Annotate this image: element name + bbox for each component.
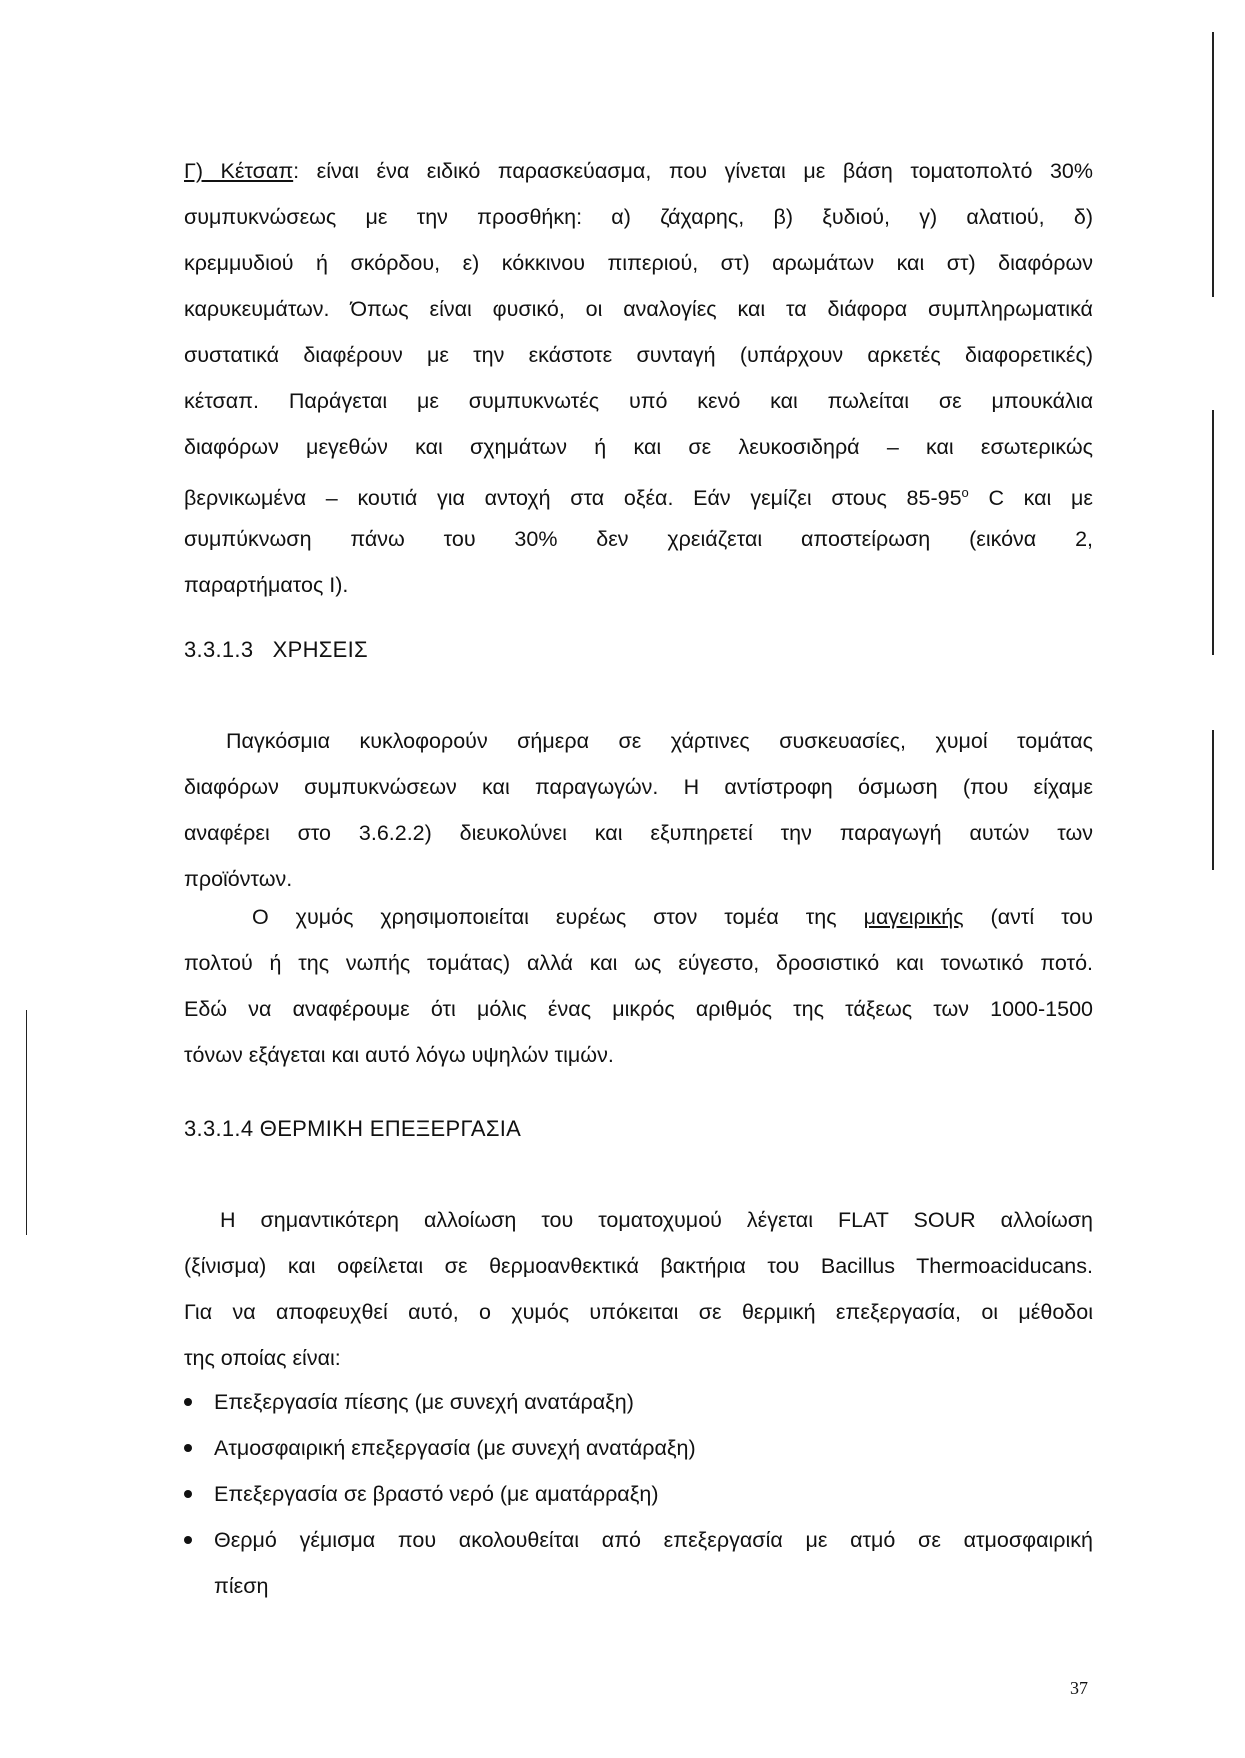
- paragraph-line: βερνικωμένα – κουτιά για αντοχή στα οξέα. Εάν γεμίζει στους $85-95^o$ C και με: [184, 485, 1093, 511]
- list-item: Επεξεργασία πίεσης (με συνεχή ανατάραξη): [184, 1379, 1093, 1425]
- paragraph-line: Θερμό γέμισμα που ακολουθείται από επεξεργασία με ατμό σε ατμοσφαιρική: [214, 1528, 1093, 1552]
- paragraph-line: πίεση: [214, 1574, 269, 1598]
- cooking-link[interactable]: μαγειρικής: [863, 905, 964, 929]
- paragraph-line: Η σημαντικότερη αλλοίωση του τοματοχυμού λέγεται FLAT SOUR αλλοίωση: [220, 1208, 1093, 1232]
- paragraph-line: πολτού ή της νωπής τομάτας) αλλά και ως εύγεστο, δροσιστικό και τονωτικό ποτό.: [184, 951, 1093, 975]
- section-heading-thermal: 3.3.1.4 ΘΕΡΜΙΚΗ ΕΠΕΞΕΡΓΑΣΙΑ: [184, 1116, 522, 1141]
- degree-superscript: ο: [961, 485, 969, 500]
- scan-edge-line: [1212, 32, 1214, 297]
- paragraph-line: Για να αποφευχθεί αυτό, ο χυμός υπόκειται σε θερμική επεξεργασία, οι μέθοδοι: [184, 1300, 1093, 1324]
- ketchup-term: Γ) Κέτσαπ: [184, 159, 294, 183]
- list-item: Ατμοσφαιρική επεξεργασία (με συνεχή ανατάραξη): [184, 1425, 1093, 1471]
- paragraph-line: διαφόρων μεγεθών και σχημάτων ή και σε λευκοσιδηρά – και εσωτερικώς: [184, 435, 1093, 459]
- paragraph-line: παραρτήματος Ι).: [184, 573, 349, 597]
- list-item: [184, 1517, 1093, 1609]
- paragraph-line: συμπυκνώσεως με την προσθήκη: α) ζάχαρης, β) ξυδιού, γ) αλατιού, δ): [184, 205, 1093, 229]
- paragraph-line: Ο χυμός χρησιμοποιείται ευρέως στον τομέα της μαγειρικής (αντί του: [252, 905, 1093, 929]
- paragraph-line: συστατικά διαφέρουν με την εκάστοτε συνταγή (υπάρχουν αρκετές διαφορετικές): [184, 343, 1093, 367]
- paragraph-line: Γ) Κέτσαπ: είναι ένα ειδικό παρασκεύασμα, που γίνεται με βάση τοματοπολτό 30%: [184, 159, 1094, 183]
- ketchup-paragraph: [184, 148, 1093, 608]
- paragraph-line: προϊόντων.: [184, 867, 293, 891]
- scan-edge-line: [1212, 730, 1214, 870]
- bullet-icon: [184, 1536, 192, 1544]
- paragraph-line: Εδώ να αναφέρουμε ότι μόλις ένας μικρός αριθμός της τάξεως των 1000-1500: [184, 997, 1093, 1021]
- paragraph-line: (ξίνισμα) και οφείλεται σε θερμοανθεκτικά βακτήρια του Bacillus Thermoaciducans.: [184, 1254, 1093, 1278]
- section-heading-uses: 3.3.1.3 ΧΡΗΣΕΙΣ: [184, 637, 368, 662]
- bullet-icon: [184, 1490, 192, 1498]
- bullet-icon: [184, 1398, 192, 1406]
- paragraph-line: καρυκευμάτων. Όπως είναι φυσικό, οι αναλογίες και τα διάφορα συμπληρωματικά: [184, 297, 1093, 321]
- thermal-paragraph: [184, 1197, 1093, 1381]
- list-item: Επεξεργασία σε βραστό νερό (με αματάρραξη): [184, 1471, 1093, 1517]
- uses-paragraph-1: [184, 718, 1093, 902]
- paragraph-line: αναφέρει στο 3.6.2.2) διευκολύνει και εξυπηρετεί την παραγωγή αυτών των: [184, 821, 1093, 845]
- scan-edge-line: [26, 1010, 27, 1235]
- paragraph-line: Παγκόσμια κυκλοφορούν σήμερα σε χάρτινες συσκευασίες, χυμοί τομάτας: [226, 729, 1093, 753]
- uses-paragraph-2: [184, 894, 1093, 1078]
- page-number: 37: [1070, 1678, 1088, 1698]
- paragraph-line: τόνων εξάγεται και αυτό λόγω υψηλών τιμών.: [184, 1043, 614, 1067]
- bullet-icon: [184, 1444, 192, 1452]
- paragraph-line: της οποίας είναι:: [184, 1346, 341, 1370]
- paragraph-line: κέτσαπ. Παράγεται με συμπυκνωτές υπό κενό και πωλείται σε μπουκάλια: [184, 389, 1093, 413]
- paragraph-line: συμπύκνωση πάνω του 30% δεν χρειάζεται αποστείρωση (εικόνα 2,: [184, 527, 1093, 551]
- methods-list: [184, 1379, 1093, 1609]
- scan-edge-line: [1212, 410, 1214, 655]
- paragraph-line: κρεμμυδιού ή σκόρδου, ε) κόκκινου πιπεριού, στ) αρωμάτων και στ) διαφόρων: [184, 251, 1093, 275]
- paragraph-line: διαφόρων συμπυκνώσεων και παραγωγών. Η αντίστροφη όσμωση (που είχαμε: [184, 775, 1093, 799]
